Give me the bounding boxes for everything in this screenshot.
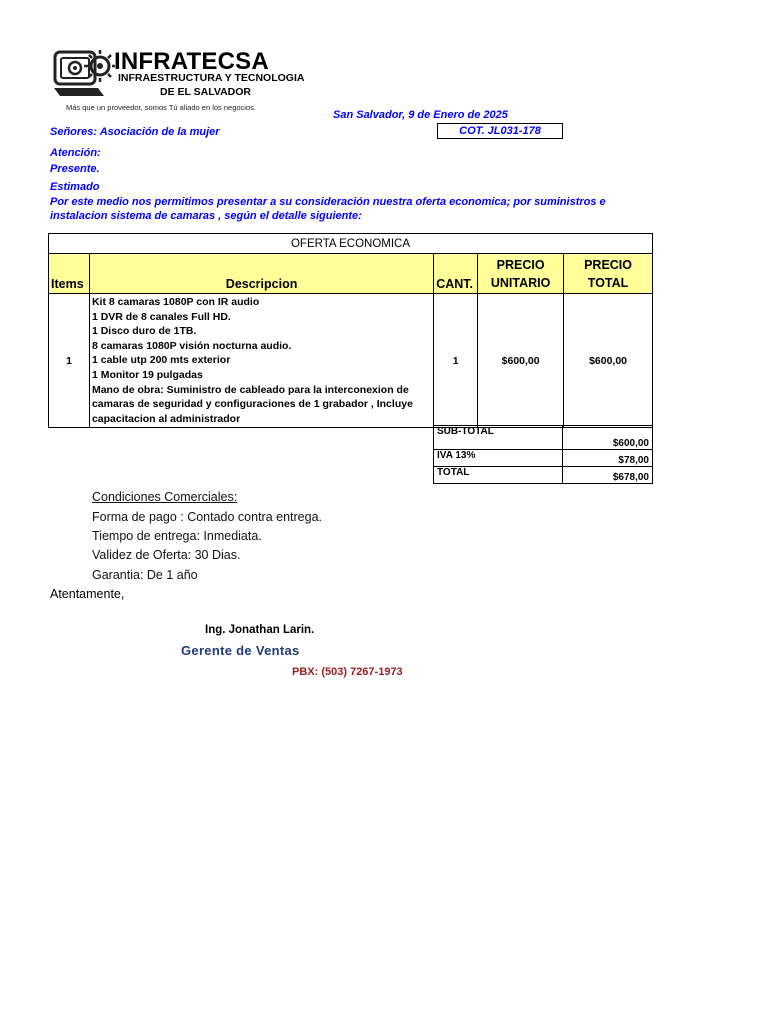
subtotal-value: $600,00 [563, 426, 653, 450]
subtotal-label: SUB-TOTAL [434, 426, 563, 450]
iva-value: $78,00 [563, 450, 653, 467]
desc-line: camaras de seguridad y configuraciones de 1 grabador , Incluye [91, 398, 413, 411]
col-header-total-price [564, 254, 653, 294]
desc-line: Kit 8 camaras 1080P con IR audio [91, 296, 260, 308]
desc-line: 8 camaras 1080P visión nocturna audio. [91, 339, 292, 352]
totals-table [433, 425, 653, 484]
quote-date: San Salvador, 9 de Enero de 2025 [333, 109, 508, 121]
quote-number-box: COT. JL031-178 [437, 123, 563, 139]
signer-name: Ing. Jonathan Larin. [205, 624, 315, 636]
total-value: $678,00 [563, 467, 653, 484]
greeting: Estimado [50, 181, 100, 193]
attention-label: Atención: [50, 147, 101, 159]
row-qty: 1 [434, 294, 478, 428]
phone-number: PBX: (503) 7267-1973 [292, 666, 403, 678]
col-header-total-price-line1: PRECIO [584, 257, 633, 272]
company-subtitle-line2: DE EL SALVADOR [160, 86, 252, 98]
table-header-row [49, 254, 653, 294]
payment-terms: Forma de pago : Contado contra entrega. [92, 510, 323, 524]
signer-role: Gerente de Ventas [181, 643, 300, 658]
row-total-price: $600,00 [564, 294, 653, 428]
offer-validity: Validez de Oferta: 30 Dias. [92, 548, 241, 562]
row-description [89, 294, 433, 428]
desc-line: 1 Monitor 19 pulgadas [91, 368, 203, 381]
col-header-items: Items [49, 254, 90, 294]
offer-title: OFERTA ECONOMICA [49, 234, 653, 254]
col-header-unit-price-line1: PRECIO [496, 257, 545, 272]
row-item-number: 1 [49, 294, 90, 428]
row-unit-price: $600,00 [478, 294, 564, 428]
closing-salutation: Atentamente, [50, 587, 125, 601]
iva-label: IVA 13% [434, 450, 563, 467]
desc-line: 1 Disco duro de 1TB. [91, 325, 197, 338]
intro-paragraph: Por este medio nos permitimos presentar a su consideración nuestra oferta economica; por suministros e instalacion sistema de camaras , según el detalle siguiente: [50, 196, 606, 222]
company-tagline: Más que un proveedor, somos Tú aliado en los negocios. [66, 103, 256, 112]
delivery-time: Tiempo de entrega: Inmediata. [92, 529, 262, 543]
col-header-qty: CANT. [434, 254, 478, 294]
desc-line: Mano de obra: Suministro de cableado para la interconexion de [91, 383, 409, 396]
company-logo-icon [52, 44, 116, 104]
col-header-total-price-line2: TOTAL [587, 275, 629, 290]
offer-table [48, 233, 653, 428]
col-header-unit-price [478, 254, 564, 294]
desc-line: capacitacion al administrador [91, 412, 241, 425]
warranty: Garantia: De 1 año [92, 568, 198, 582]
col-header-description: Descripcion [89, 254, 433, 294]
table-row [49, 294, 653, 428]
desc-line: 1 cable utp 200 mts exterior [91, 354, 231, 367]
col-header-unit-price-line2: UNITARIO [490, 275, 551, 290]
total-label: TOTAL [434, 467, 563, 484]
company-name: INFRATECSA [114, 48, 269, 75]
conditions-title: Condiciones Comerciales: [92, 490, 238, 504]
desc-line: 1 DVR de 8 canales Full HD. [91, 310, 231, 323]
present-label: Presente. [50, 163, 100, 175]
recipient: Señores: Asociación de la mujer [50, 126, 220, 138]
company-subtitle-line1: INFRAESTRUCTURA Y TECNOLOGIA [118, 72, 305, 84]
